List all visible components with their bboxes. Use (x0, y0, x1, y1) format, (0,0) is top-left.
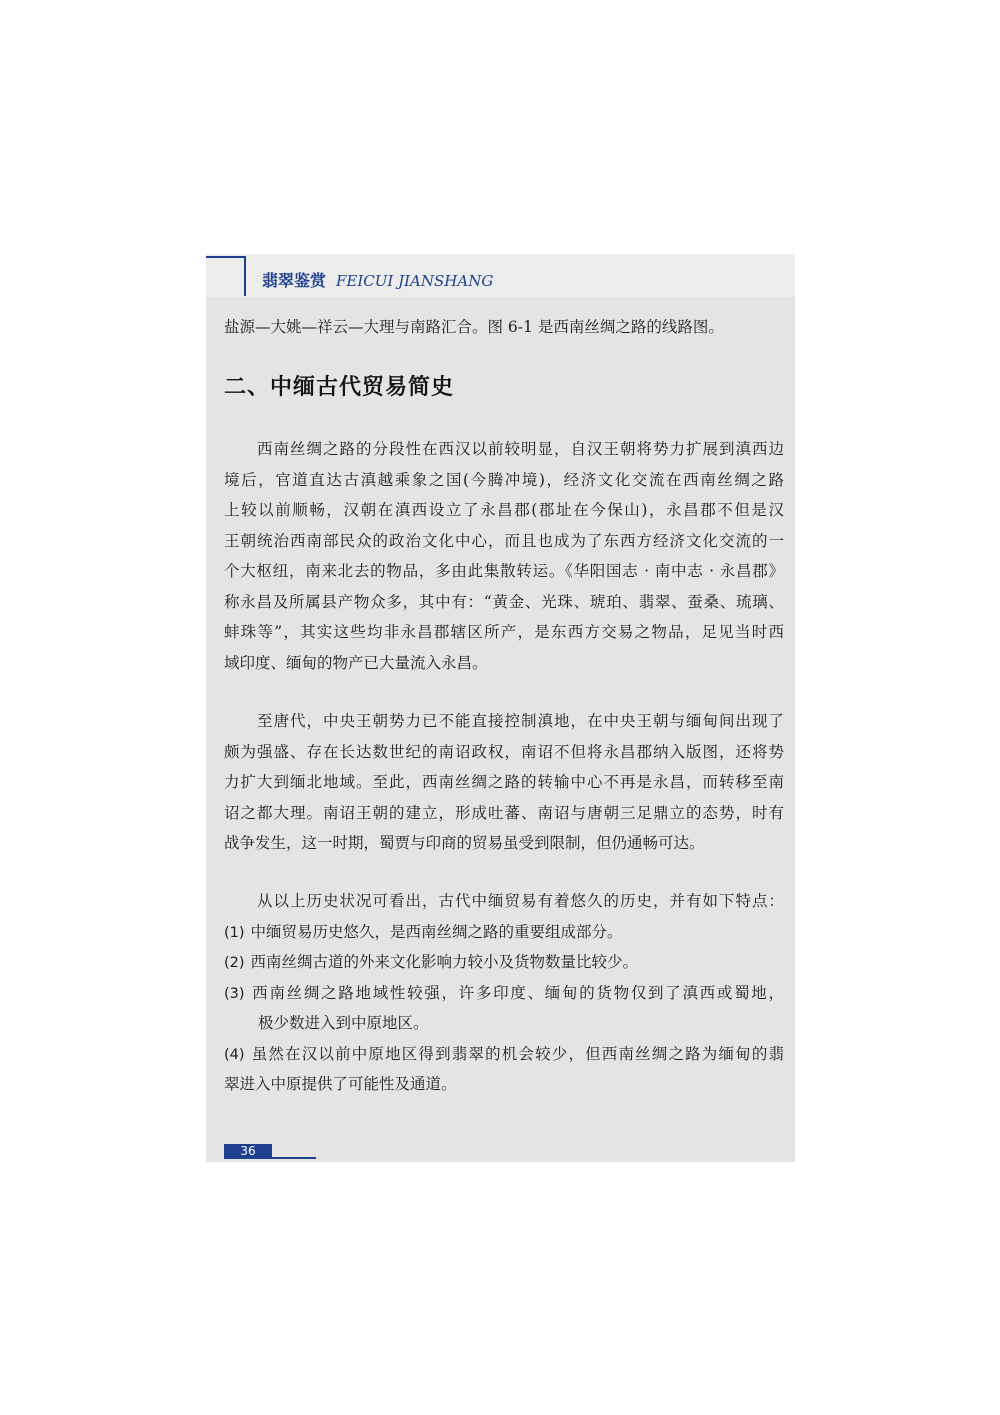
paragraph-1 (224, 434, 784, 678)
book-page (206, 254, 795, 1162)
intro-text (224, 312, 784, 343)
feature-text: 中缅贸易历史悠久，是西南丝绸之路的重要组成部分。 (250, 922, 623, 941)
feature-item (224, 978, 784, 1009)
header-title-chinese: 翡翠鉴赏 (262, 271, 327, 290)
text-line: 蚌珠等”，其实这些均非永昌郡辖区所产，是东西方交易之物品，足见当时西 (224, 623, 784, 641)
feature-text: 西南丝绸古道的外来文化影响力较小及货物数量比较少。 (250, 953, 639, 971)
text-line: 从以上历史状况可看出，古代中缅贸易有着悠久的历史，并有如下特点： (224, 892, 784, 910)
text-line: 盐源—大姚—祥云—大理与南路汇合。图 6-1 是西南丝绸之路的线路图。 (224, 318, 724, 336)
text-line: 诏之都大理。南诏王朝的建立，形成吐蕃、南诏与唐朝三足鼎立的态势，时有 (224, 803, 784, 822)
section-heading: 二、中缅古代贸易简史 (224, 375, 455, 400)
feature-text: 翠进入中原提供了可能性及通道。 (224, 1075, 457, 1093)
feature-item-continued (224, 1008, 784, 1039)
feature-text: 虽然在汉以前中原地区得到翡翠的机会较少，但西南丝绸之路为缅甸的翡 (250, 1044, 784, 1063)
feature-number: (4) (224, 1046, 245, 1063)
paragraph-3 (224, 886, 784, 1100)
footer-rule (272, 1157, 316, 1159)
feature-number: (3) (224, 985, 245, 1002)
text-line: 上较以前顺畅，汉朝在滇西设立了永昌郡(郡址在今保山)，永昌郡不但是汉 (224, 501, 784, 519)
text-line: 称永昌及所属县产物众多，其中有：“黄金、光珠、琥珀、翡翠、蚕桑、琉璃、 (224, 592, 784, 611)
text-line: 个大枢纽，南来北去的物品，多由此集散转运。《华阳国志 · 南中志 · 永昌郡》 (224, 562, 784, 580)
feature-number: (1) (224, 924, 245, 941)
feature-item-continued (224, 1069, 784, 1100)
page-number: 36 (224, 1144, 272, 1159)
text-line: 颇为强盛、存在长达数世纪的南诏政权，南诏不但将永昌郡纳入版图，还将势 (224, 742, 784, 761)
feature-item (224, 917, 784, 948)
feature-item (224, 1039, 784, 1070)
header-rule-horizontal (206, 256, 246, 258)
text-line: 力扩大到缅北地域。至此，西南丝绸之路的转输中心不再是永昌，而转移至南 (224, 773, 784, 791)
text-line: 西南丝绸之路的分段性在西汉以前较明显，自汉王朝将势力扩展到滇西边 (224, 440, 784, 458)
feature-number: (2) (224, 955, 245, 971)
text-line: 王朝统治西南部民众的政治文化中心，而且也成为了东西方经济文化交流的一 (224, 531, 784, 550)
text-line: 域印度、缅甸的物产已大量流入永昌。 (224, 653, 488, 672)
header-title-pinyin: FEICUI JIANSHANG (336, 272, 494, 290)
text-line: 境后，官道直达古滇越乘象之国(今腾冲境)，经济文化交流在西南丝绸之路 (224, 470, 784, 489)
text-line: 战争发生，这一时期，蜀贾与印商的贸易虽受到限制，但仍通畅可达。 (224, 834, 705, 852)
running-header-title (262, 268, 493, 291)
feature-text: 西南丝绸之路地域性较强，许多印度、缅甸的货物仅到了滇西或蜀地， (250, 983, 784, 1002)
header-rule-vertical (244, 256, 246, 296)
feature-text: 极少数进入到中原地区。 (258, 1014, 429, 1032)
paragraph-2 (224, 706, 784, 859)
feature-item (224, 947, 784, 978)
running-header (206, 254, 795, 297)
text-line: 至唐代，中央王朝势力已不能直接控制滇地，在中央王朝与缅甸间出现了 (224, 712, 784, 730)
